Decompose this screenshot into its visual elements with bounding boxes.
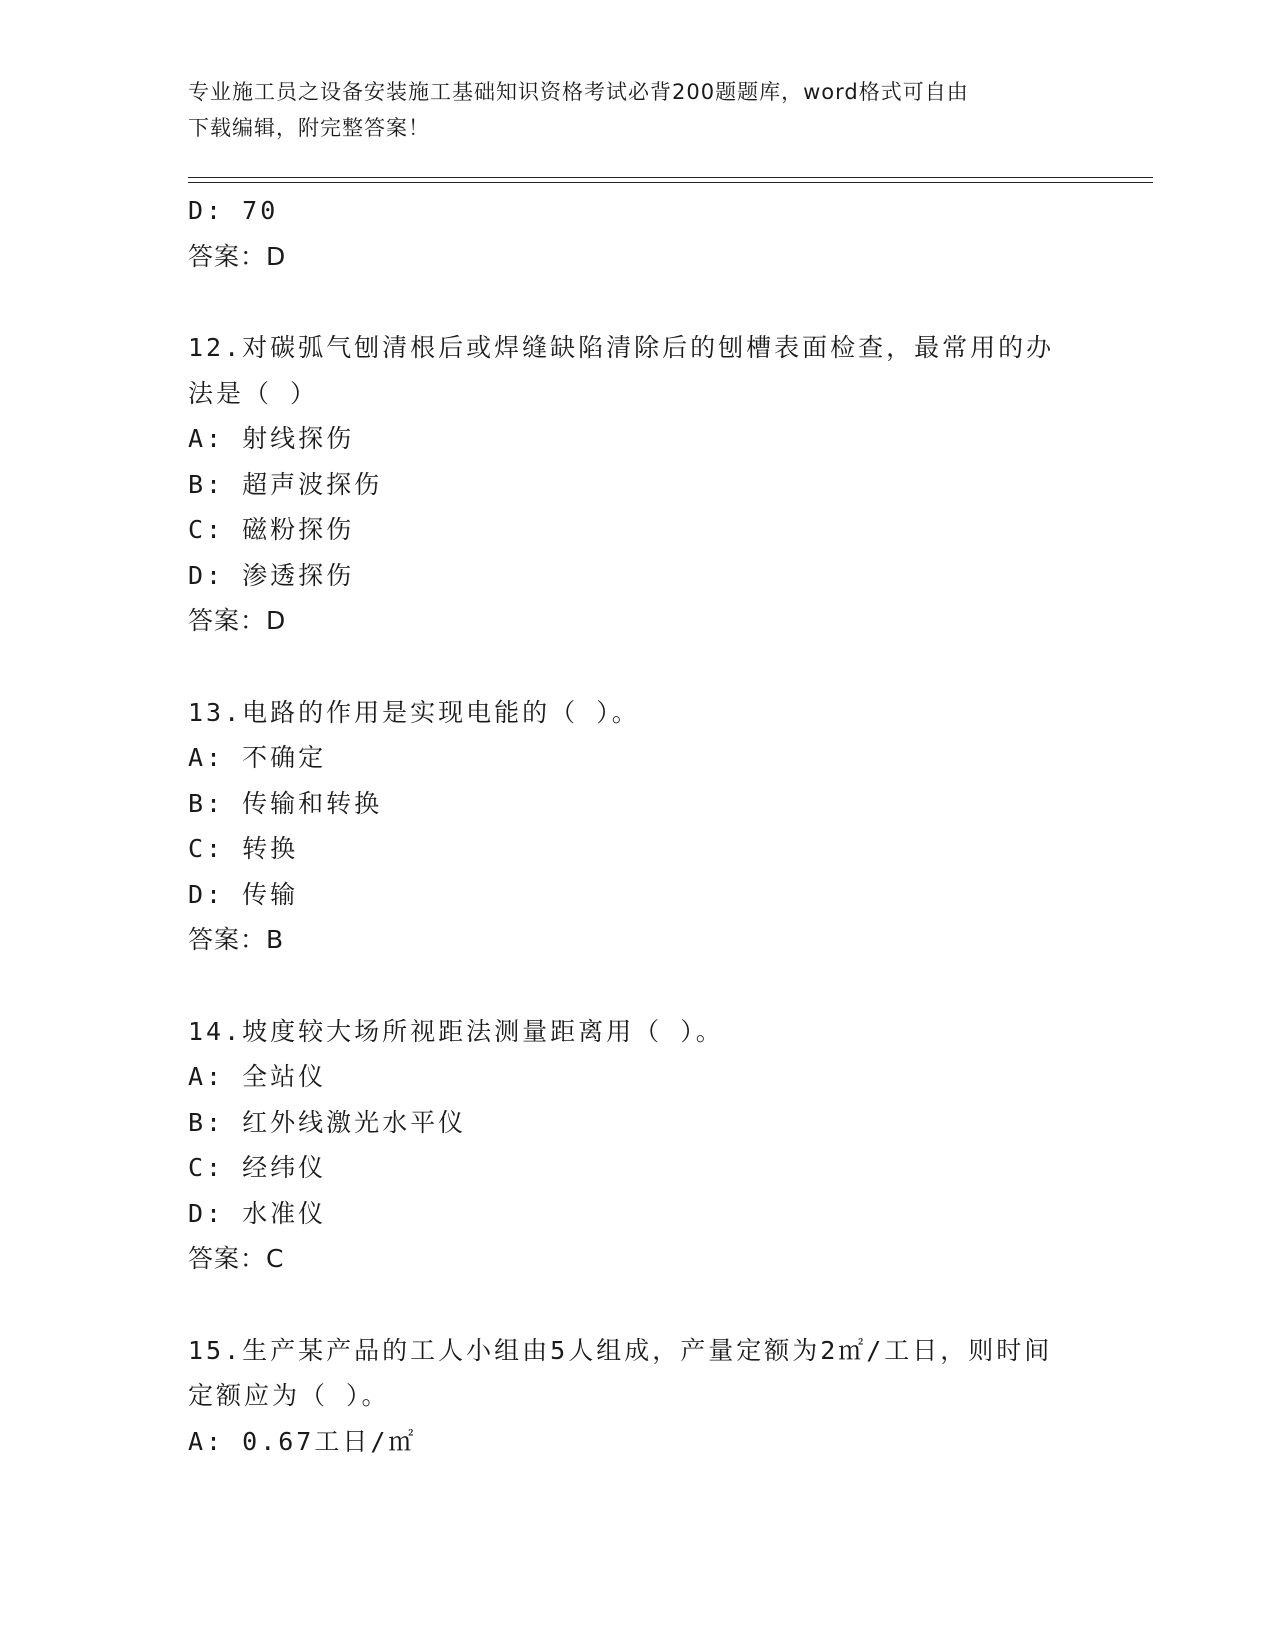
question-15 (188, 1328, 1088, 1465)
answer-label: 答案：B (188, 925, 285, 954)
option-d: D: 70 (188, 196, 279, 225)
header-title-line2: 下载编辑，附完整答案！ (188, 116, 430, 140)
question-14 (188, 1009, 1088, 1282)
option-a: A: 全站仪 (188, 1062, 327, 1091)
question-12 (188, 325, 1088, 644)
answer-label: 答案：C (188, 1244, 285, 1273)
header-divider-bottom (188, 182, 1153, 183)
question-stem: 13.电路的作用是实现电能的（ ）。 (188, 697, 640, 727)
option-c: C: 磁粉探伤 (188, 515, 355, 544)
option-d: D: 传输 (188, 879, 299, 909)
question-13 (188, 690, 1088, 963)
question-stem-cont: 定额应为（ ）。 (188, 1381, 390, 1410)
option-a: A: 0.67工日/㎡ (188, 1426, 417, 1456)
option-d: D: 渗透探伤 (188, 560, 355, 590)
question-stem: 12.对碳弧气刨清根后或焊缝缺陷清除后的刨槽表面检查，最常用的办 (188, 333, 1055, 362)
option-d: D: 水准仪 (188, 1198, 327, 1228)
answer-label: 答案：D (188, 606, 287, 635)
answer-label: 答案：D (188, 241, 287, 271)
option-b: B: 超声波探伤 (188, 469, 383, 499)
option-b: B: 传输和转换 (188, 788, 383, 818)
option-b: B: 红外线激光水平仪 (188, 1107, 467, 1137)
header-divider-top (188, 177, 1153, 178)
question-stem: 14.坡度较大场所视距法测量距离用（ ）。 (188, 1016, 724, 1046)
option-a: A: 不确定 (188, 743, 327, 772)
question-stem-cont: 法是（ ） (188, 378, 319, 408)
option-c: C: 经纬仪 (188, 1153, 327, 1182)
question-block-prev (188, 188, 1088, 279)
question-stem: 15.生产某产品的工人小组由5人组成，产量定额为2㎡/工日，则时间 (188, 1335, 1053, 1365)
question-list (188, 188, 1088, 1464)
option-c: C: 转换 (188, 834, 299, 863)
document-header (188, 74, 1078, 146)
header-title-line1: 专业施工员之设备安装施工基础知识资格考试必背200题题库，word格式可自由 (188, 80, 969, 104)
option-a: A: 射线探伤 (188, 424, 355, 453)
